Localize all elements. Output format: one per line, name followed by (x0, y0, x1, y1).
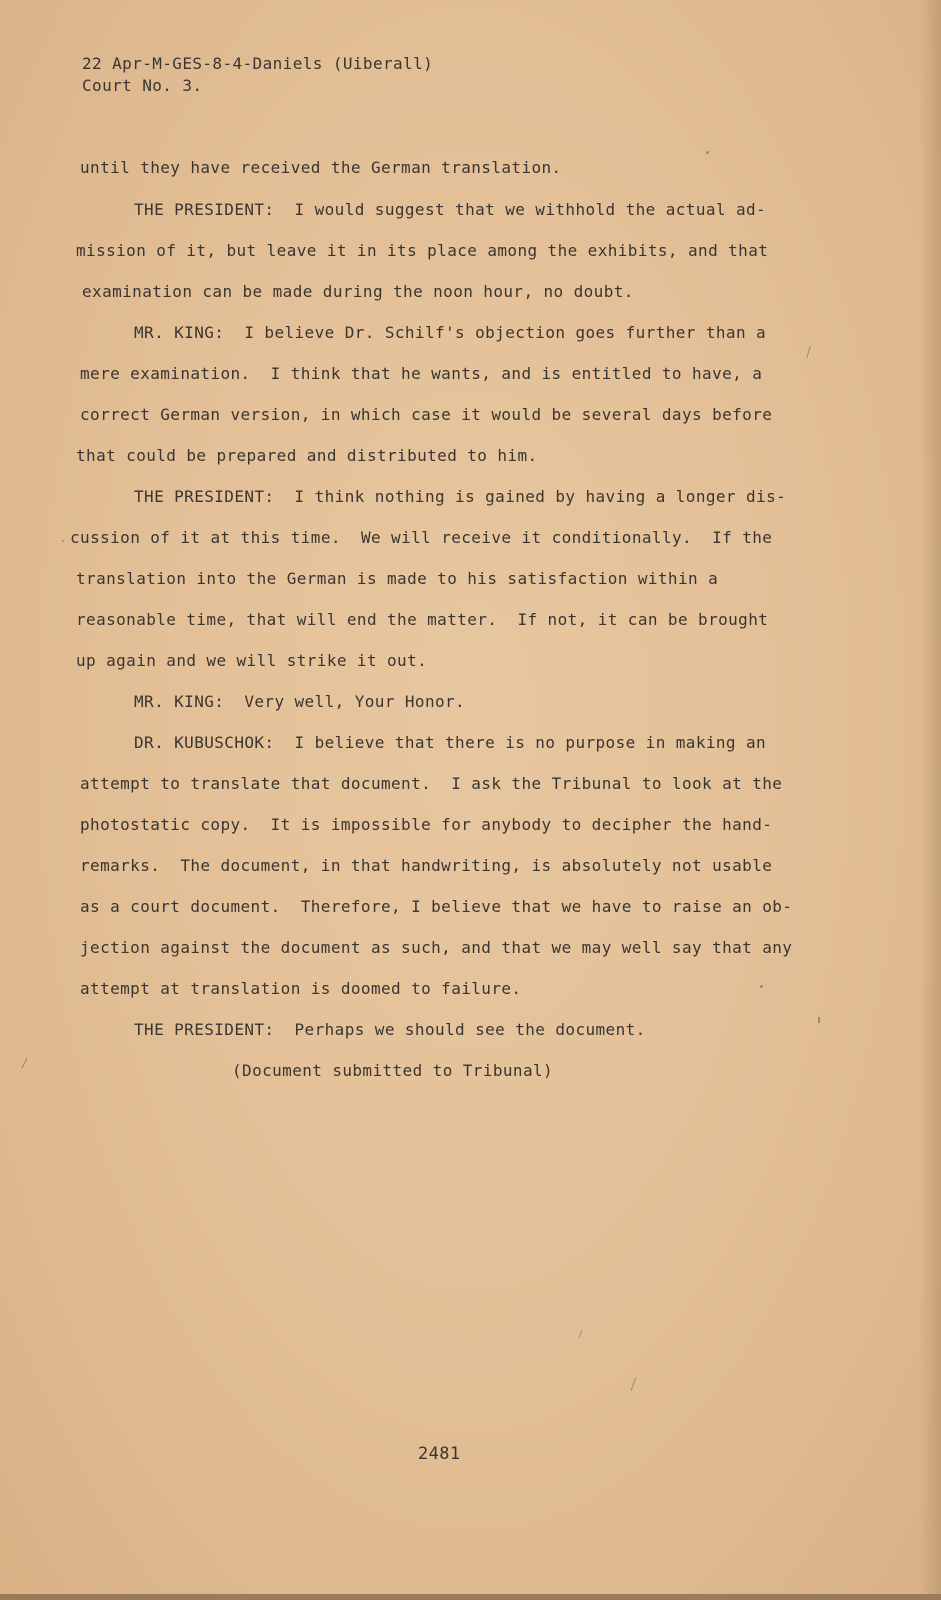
text-line: translation into the German is made to his satisfaction within a (76, 569, 719, 588)
text-line: THE PRESIDENT: Perhaps we should see the document. (134, 1020, 646, 1039)
page-edge-shadow (919, 0, 941, 1600)
text-line: THE PRESIDENT: I would suggest that we withhold the actual ad- (134, 200, 767, 219)
paper-speck (579, 1330, 583, 1338)
text-line: correct German version, in which case it would be several days before (80, 405, 773, 424)
text-line: examination can be made during the noon hour, no doubt. (82, 282, 634, 301)
text-line: mere examination. I think that he wants, and is entitled to have, a (80, 364, 763, 383)
text-line: photostatic copy. It is impossible for anybody to decipher the hand- (80, 815, 773, 834)
text-line: cussion of it at this time. We will receive it conditionally. If the (70, 528, 773, 547)
text-line: (Document submitted to Tribunal) (232, 1061, 554, 1080)
paper-speck (62, 540, 64, 542)
page-number: 2481 (418, 1444, 461, 1464)
text-line: reasonable time, that will end the matter. If not, it can be brought (76, 610, 769, 629)
text-line: attempt at translation is doomed to failure. (80, 979, 522, 998)
text-line: THE PRESIDENT: I think nothing is gained by having a longer dis- (134, 487, 787, 506)
text-line: MR. KING: I believe Dr. Schilf's objection goes further than a (134, 323, 767, 342)
paper-speck (806, 346, 810, 358)
text-line: that could be prepared and distributed to him. (76, 446, 538, 465)
text-line: DR. KUBUSCHOK: I believe that there is no purpose in making an (134, 733, 767, 752)
text-line: up again and we will strike it out. (76, 651, 428, 670)
header-court: Court No. 3. (82, 76, 203, 95)
text-line: as a court document. Therefore, I believe that we have to raise an ob- (80, 897, 793, 916)
text-line: until they have received the German translation. (80, 158, 562, 177)
paper-speck (706, 151, 709, 154)
text-line: mission of it, but leave it in its place among the exhibits, and that (76, 241, 769, 260)
header-reference: 22 Apr-M-GES-8-4-Daniels (Uiberall) (82, 54, 434, 73)
text-line: attempt to translate that document. I ask the Tribunal to look at the (80, 774, 783, 793)
paper-speck (760, 985, 763, 988)
page-bottom-edge (0, 1594, 941, 1600)
paper-speck (631, 1377, 637, 1390)
text-line: MR. KING: Very well, Your Honor. (134, 692, 466, 711)
paper-speck (22, 1057, 28, 1068)
text-line: jection against the document as such, and that we may well say that any (80, 938, 793, 957)
paper-speck (818, 1017, 820, 1023)
text-line: remarks. The document, in that handwriting, is absolutely not usable (80, 856, 773, 875)
